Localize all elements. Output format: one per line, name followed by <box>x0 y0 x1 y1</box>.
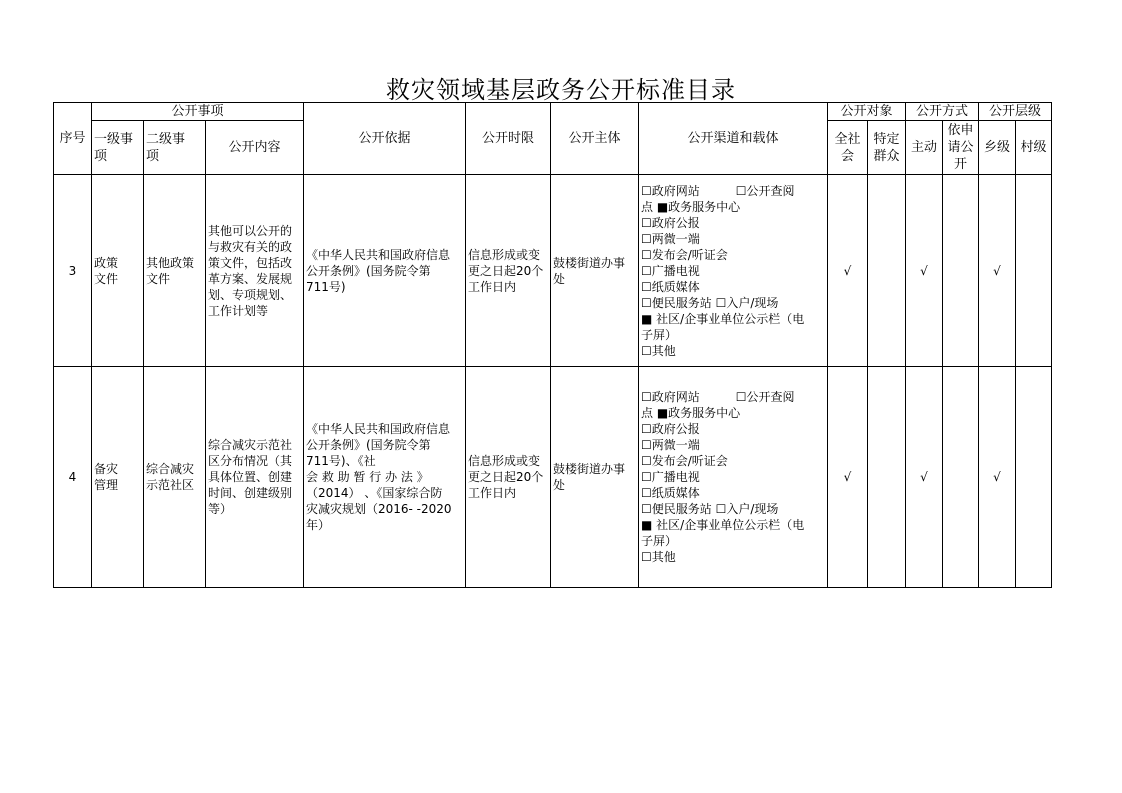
cell-village <box>1016 367 1052 588</box>
channel-line: ☐便民服务站 ☐入户/现场 <box>641 295 779 310</box>
cell-basis: 《中华人民共和国政府信息 公开条例》(国务院令第 711号)、《社 会 救 助 暂 行 办 法 》 （2014） 、《国家综合防 灾减灾规划（2016- -2020 年） <box>304 367 466 588</box>
cell-channels <box>639 367 828 588</box>
cell-all-society: √ <box>828 175 868 367</box>
standard-catalog-table <box>53 102 1052 588</box>
cell-active: √ <box>906 175 943 367</box>
cell-time-limit: 信息形成或变 更之日起20个 工作日内 <box>466 367 551 588</box>
channel-line: ■ 社区/企事业单位公示栏（电 <box>641 518 805 532</box>
cell-level2: 其他政策 文件 <box>144 175 206 367</box>
channel-line: ☐发布会/听证会 <box>641 247 728 262</box>
cell-all-society: √ <box>828 367 868 588</box>
channel-line: 子屏） <box>641 327 678 342</box>
cell-level1: 备灾 管理 <box>92 367 144 588</box>
cell-active: √ <box>906 367 943 588</box>
channel-line: ☐广播电视 <box>641 470 700 484</box>
cell-level1: 政策 文件 <box>92 175 144 367</box>
header-group-items: 公开事项 <box>92 103 304 121</box>
channel-line: ☐便民服务站 ☐入户/现场 <box>641 502 779 516</box>
cell-basis: 《中华人民共和国政府信息 公开条例》(国务院令第 711号) <box>304 175 466 367</box>
header-group-level: 公开层级 <box>979 103 1052 121</box>
header-level1: 一级事 项 <box>92 121 144 175</box>
channel-line: ☐政府公报 <box>641 422 700 436</box>
channel-line: ☐纸质媒体 <box>641 486 700 500</box>
cell-content: 其他可以公开的 与救灾有关的政 策文件，包括改 革方案、发展规 划、专项规划、 工作计划等 <box>206 175 304 367</box>
cell-on-request <box>943 367 979 588</box>
cell-specific <box>868 367 906 588</box>
header-group-target: 公开对象 <box>828 103 906 121</box>
cell-level2: 综合减灾 示范社区 <box>144 367 206 588</box>
cell-subject: 鼓楼街道办事 处 <box>551 367 639 588</box>
header-on-request: 依申 请公 开 <box>943 121 979 175</box>
cell-on-request <box>943 175 979 367</box>
channel-line: ☐发布会/听证会 <box>641 454 728 468</box>
page-title: 救灾领域基层政务公开标准目录 <box>386 76 736 104</box>
cell-township: √ <box>979 367 1016 588</box>
channel-line: ☐其他 <box>641 550 676 564</box>
cell-township: √ <box>979 175 1016 367</box>
channel-line: ☐两微一端 <box>641 231 700 246</box>
table-row <box>54 367 1052 588</box>
channel-line: ☐广播电视 <box>641 263 700 278</box>
channel-line: ☐政府网站 ☐公开查阅 <box>641 183 795 198</box>
header-channel: 公开渠道和载体 <box>639 103 828 175</box>
header-basis: 公开依据 <box>304 103 466 175</box>
channel-line: ☐其他 <box>641 343 676 358</box>
header-village: 村级 <box>1016 121 1052 175</box>
cell-seq: 4 <box>54 367 92 588</box>
header-all-society: 全社 会 <box>828 121 868 175</box>
header-specific: 特定 群众 <box>868 121 906 175</box>
header-group-method: 公开方式 <box>906 103 979 121</box>
header-level2: 二级事 项 <box>144 121 206 175</box>
cell-village <box>1016 175 1052 367</box>
header-township: 乡级 <box>979 121 1016 175</box>
channel-line: ■ 社区/企事业单位公示栏（电 <box>641 311 805 326</box>
cell-specific <box>868 175 906 367</box>
channel-line: 点 ■政务服务中心 <box>641 406 741 420</box>
header-subject: 公开主体 <box>551 103 639 175</box>
table-row <box>54 175 1052 367</box>
header-time-limit: 公开时限 <box>466 103 551 175</box>
channel-line: ☐政府公报 <box>641 215 700 230</box>
cell-content: 综合减灾示范社 区分布情况（其 具体位置、创建 时间、创建级别 等） <box>206 367 304 588</box>
channel-line: ☐两微一端 <box>641 438 700 452</box>
header-row-groups <box>54 103 1052 121</box>
cell-subject: 鼓楼街道办事 处 <box>551 175 639 367</box>
cell-channels <box>639 175 828 367</box>
channel-line: ☐政府网站 ☐公开查阅 <box>641 390 795 404</box>
cell-time-limit: 信息形成或变 更之日起20个 工作日内 <box>466 175 551 367</box>
channel-line: 点 ■政务服务中心 <box>641 199 741 214</box>
channel-line: ☐纸质媒体 <box>641 279 700 294</box>
cell-seq: 3 <box>54 175 92 367</box>
header-content: 公开内容 <box>206 121 304 175</box>
channel-line: 子屏） <box>641 534 678 548</box>
header-active: 主动 <box>906 121 943 175</box>
header-seq: 序号 <box>54 103 92 175</box>
